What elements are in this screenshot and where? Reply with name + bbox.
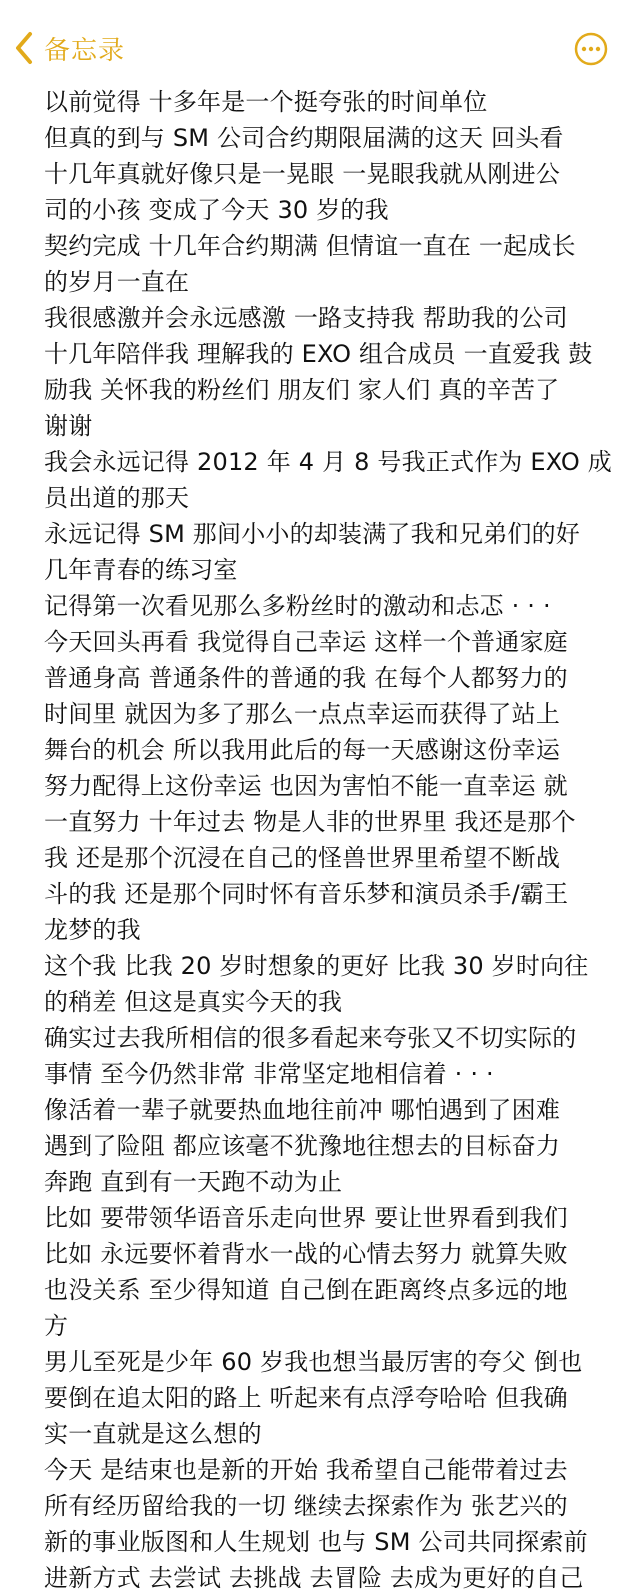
note-line: 所有经历留给我的一切 继续去探索作为 张艺兴的 bbox=[44, 1492, 568, 1520]
note-line: 司的小孩 变成了今天 30 岁的我 bbox=[44, 196, 389, 224]
note-line: 也没关系 至少得知道 自己倒在距离终点多远的地 bbox=[44, 1276, 568, 1304]
more-button[interactable] bbox=[574, 32, 608, 66]
note-line: 契约完成 十几年合约期满 但情谊一直在 一起成长 bbox=[44, 232, 576, 260]
note-line: 方 bbox=[44, 1312, 69, 1340]
note-line: 这个我 比我 20 岁时想象的更好 比我 30 岁时向往 bbox=[44, 952, 589, 980]
note-line: 舞台的机会 所以我用此后的每一天感谢这份幸运 bbox=[44, 736, 561, 764]
note-line: 谢谢 bbox=[44, 412, 93, 440]
note-line: 励我 关怀我的粉丝们 朋友们 家人们 真的辛苦了 bbox=[44, 376, 560, 404]
note-line: 比如 要带领华语音乐走向世界 要让世界看到我们 bbox=[44, 1204, 568, 1232]
note-line: 普通身高 普通条件的普通的我 在每个人都努力的 bbox=[44, 664, 568, 692]
note-line: 遇到了险阻 都应该毫不犹豫地往想去的目标奋力 bbox=[44, 1132, 561, 1160]
note-line: 努力配得上这份幸运 也因为害怕不能一直幸运 就 bbox=[44, 772, 568, 800]
note-line: 我 还是那个沉浸在自己的怪兽世界里希望不断战 bbox=[44, 844, 561, 872]
note-line: 奔跑 直到有一天跑不动为止 bbox=[44, 1168, 343, 1196]
note-line: 员出道的那天 bbox=[44, 484, 190, 512]
note-line: 像活着一辈子就要热血地往前冲 哪怕遇到了困难 bbox=[44, 1096, 561, 1124]
note-line: 一直努力 十年过去 物是人非的世界里 我还是那个 bbox=[44, 808, 576, 836]
note-line: 进新方式 去尝试 去挑战 去冒险 去成为更好的自己 bbox=[44, 1564, 584, 1592]
note-line: 实一直就是这么想的 bbox=[44, 1420, 262, 1448]
note-line: 斗的我 还是那个同时怀有音乐梦和演员杀手/霸王 bbox=[44, 880, 569, 908]
chevron-left-icon bbox=[14, 31, 34, 65]
note-line: 我很感激并会永远感激 一路支持我 帮助我的公司 bbox=[44, 304, 568, 332]
navigation-bar bbox=[0, 0, 640, 96]
note-body[interactable] bbox=[44, 84, 624, 1596]
note-line: 今天回头再看 我觉得自己幸运 这样一个普通家庭 bbox=[44, 628, 568, 656]
note-line: 的岁月一直在 bbox=[44, 268, 190, 296]
note-line: 的稍差 但这是真实今天的我 bbox=[44, 988, 343, 1016]
note-line: 确实过去我所相信的很多看起来夸张又不切实际的 bbox=[44, 1024, 577, 1052]
note-line: 以前觉得 十多年是一个挺夸张的时间单位 bbox=[44, 88, 488, 116]
note-line: 比如 永远要怀着背水一战的心情去努力 就算失败 bbox=[44, 1240, 568, 1268]
note-line: 男儿至死是少年 60 岁我也想当最厉害的夸父 倒也 bbox=[44, 1348, 583, 1376]
note-line: 十几年陪伴我 理解我的 EXO 组合成员 一直爱我 鼓 bbox=[44, 340, 593, 368]
more-circle-icon bbox=[574, 32, 608, 66]
note-line: 龙梦的我 bbox=[44, 916, 141, 944]
note-line: 十几年真就好像只是一晃眼 一晃眼我就从刚进公 bbox=[44, 160, 561, 188]
note-line: 新的事业版图和人生规划 也与 SM 公司共同探索前 bbox=[44, 1528, 588, 1556]
note-line: 今天 是结束也是新的开始 我希望自己能带着过去 bbox=[44, 1456, 568, 1484]
note-line: 但真的到与 SM 公司合约期限届满的这天 回头看 bbox=[44, 124, 564, 152]
note-line: 事情 至今仍然非常 非常坚定地相信着 · · · bbox=[44, 1060, 494, 1088]
note-line: 要倒在追太阳的路上 听起来有点浮夸哈哈 但我确 bbox=[44, 1384, 568, 1412]
note-line: 永远记得 SM 那间小小的却装满了我和兄弟们的好 bbox=[44, 520, 580, 548]
note-line: 记得第一次看见那么多粉丝时的激动和忐忑 · · · bbox=[44, 592, 551, 620]
note-line: 几年青春的练习室 bbox=[44, 556, 238, 584]
note-line: 时间里 就因为多了那么一点点幸运而获得了站上 bbox=[44, 700, 561, 728]
back-button-label: 备忘录 bbox=[44, 35, 126, 66]
note-line: 我会永远记得 2012 年 4 月 8 号我正式作为 EXO 成 bbox=[44, 448, 613, 476]
back-button[interactable] bbox=[14, 28, 125, 68]
